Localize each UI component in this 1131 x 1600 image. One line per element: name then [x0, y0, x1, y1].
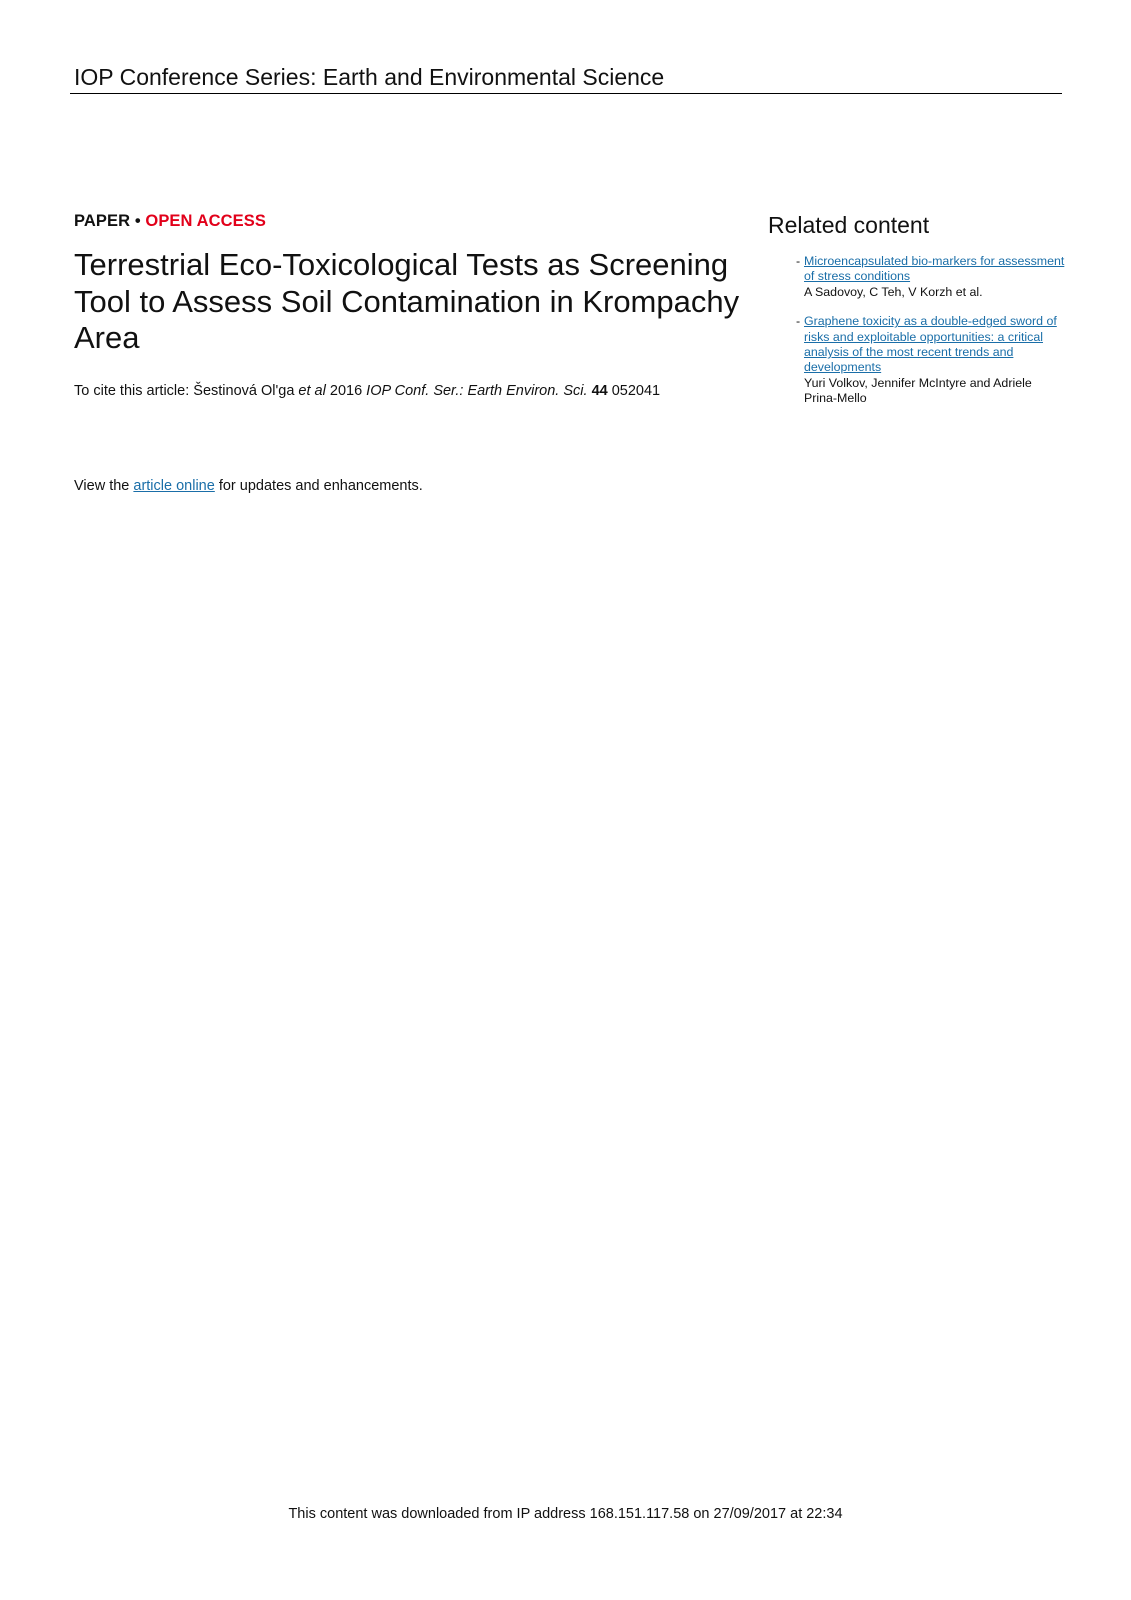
article-kicker: [74, 212, 754, 231]
related-item: [768, 254, 1068, 300]
cite-journal: IOP Conf. Ser.: Earth Environ. Sci.: [366, 382, 588, 399]
article-main: [74, 212, 754, 399]
related-item-authors: Yuri Volkov, Jennifer McIntyre and Adriele Prina-Mello: [804, 375, 1032, 406]
related-item-authors: A Sadovoy, C Teh, V Korzh et al.: [804, 284, 983, 299]
list-dash: -: [796, 254, 801, 268]
related-heading: Related content: [768, 212, 930, 238]
cite-article-number: 052041: [611, 382, 661, 399]
paper-label: PAPER: [74, 212, 131, 230]
article-title: Terrestrial Eco-Toxicological Tests as Screening Tool to Assess Soil Contamination in Krompachy Area: [74, 247, 740, 355]
citation: [74, 383, 754, 399]
list-dash: -: [796, 314, 801, 329]
kicker-separator: •: [134, 212, 141, 230]
related-item-link[interactable]: Graphene toxicity as a double-edged sword of risks and exploitable opportunities: a critical analysis of the most recent trends and developments: [804, 314, 1057, 375]
view-after: for updates and enhancements.: [218, 478, 423, 494]
cite-volume: 44: [591, 382, 608, 399]
open-access-label: OPEN ACCESS: [145, 212, 266, 230]
related-item-link[interactable]: Microencapsulated bio-markers for assessment of stress conditions: [804, 254, 1065, 284]
view-online-line: [74, 478, 423, 494]
cite-year: 2016: [329, 382, 363, 399]
related-content: [768, 212, 1068, 421]
journal-title: IOP Conference Series: Earth and Environmental Science: [74, 64, 665, 90]
article-online-link[interactable]: article online: [133, 478, 215, 494]
view-before: View the: [74, 478, 130, 494]
cite-et-al: et al: [298, 382, 326, 399]
related-item: [768, 314, 1068, 406]
journal-header: [70, 64, 1062, 94]
cite-authors: Šestinová Ol'ga: [193, 382, 295, 399]
cite-prefix: To cite this article:: [74, 382, 190, 399]
download-footer: This content was downloaded from IP address 168.151.117.58 on 27/09/2017 at 22:34: [288, 1506, 843, 1522]
